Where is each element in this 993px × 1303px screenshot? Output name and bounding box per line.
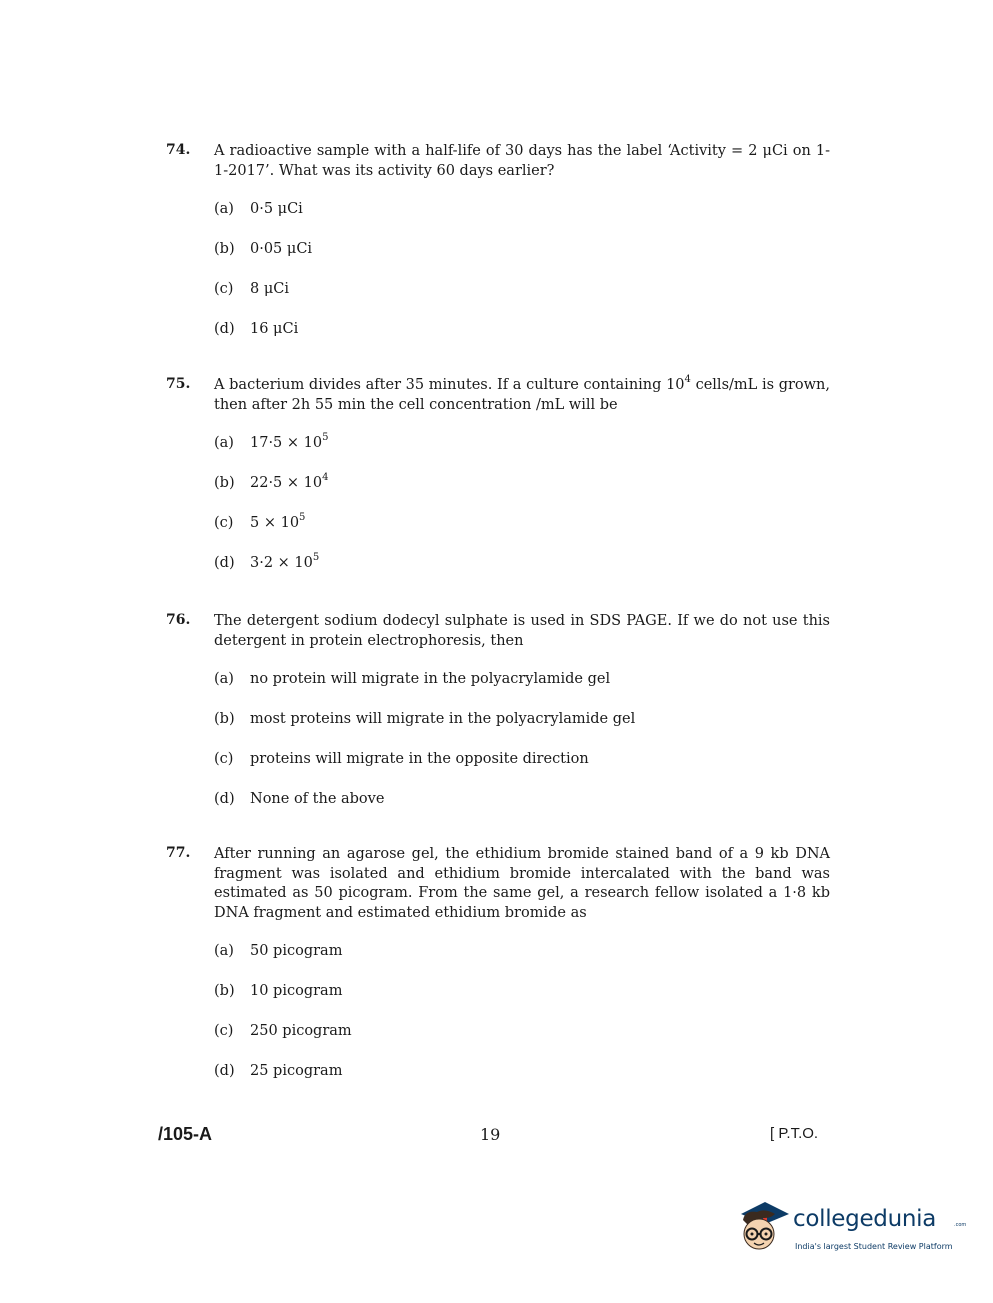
option-text: 25 picogram [250, 1063, 343, 1079]
option-text [250, 432, 329, 451]
option-label: (b) [214, 475, 235, 491]
option-base: 22·5 × 10 [250, 475, 323, 491]
option-d [214, 321, 830, 361]
option-text: None of the above [250, 791, 385, 807]
brand-name: collegedunia [793, 1206, 937, 1232]
question-number: 76. [166, 612, 191, 628]
option-c [214, 281, 830, 321]
student-mascot-icon [735, 1196, 793, 1258]
option-b [214, 241, 830, 281]
option-a [214, 671, 830, 711]
question-text-part: cells/mL is grown, then after 2h 55 min the cell concentration /mL will be [214, 377, 830, 413]
option-exponent: 5 [312, 552, 320, 563]
option-text: 16 μCi [250, 321, 299, 337]
option-b [214, 983, 830, 1023]
option-text: most proteins will migrate in the polyacrylamide gel [250, 711, 636, 727]
option-text: 10 picogram [250, 983, 343, 999]
option-label: (c) [214, 751, 234, 767]
option-text: 0·05 μCi [250, 241, 313, 257]
options-list [214, 943, 830, 1103]
option-d [214, 1063, 830, 1103]
option-label: (b) [214, 241, 235, 257]
option-exponent: 5 [322, 432, 329, 443]
option-exponent: 5 [299, 512, 306, 523]
question-text-exponent: 4 [684, 374, 691, 385]
option-label: (a) [214, 435, 234, 451]
option-text: 8 μCi [250, 281, 289, 297]
option-label: (d) [214, 1063, 235, 1079]
option-text: no protein will migrate in the polyacrylamide gel [250, 671, 611, 687]
question-text-part: A bacterium divides after 35 minutes. If a culture containing 10 [214, 377, 685, 393]
option-c [214, 751, 830, 791]
brand-domain: .com [954, 1222, 967, 1228]
option-d [214, 552, 830, 595]
option-label: (c) [214, 281, 234, 297]
option-base: 17·5 × 10 [250, 435, 323, 451]
option-a [214, 432, 830, 475]
brand-tagline: India's largest Student Review Platform [795, 1242, 953, 1251]
question-text [214, 376, 830, 415]
option-a [214, 201, 830, 241]
option-a [214, 943, 830, 983]
options-list [214, 432, 830, 595]
option-label: (b) [214, 983, 235, 999]
option-d [214, 791, 830, 831]
option-text: 250 picogram [250, 1023, 352, 1039]
collegedunia-watermark [735, 1196, 965, 1266]
option-label: (c) [214, 515, 234, 531]
question-75 [166, 376, 830, 595]
option-exponent: 4 [322, 472, 329, 483]
option-text: 0·5 μCi [250, 201, 303, 217]
option-base: 5 × 10 [250, 515, 300, 531]
option-label: (a) [214, 943, 234, 959]
option-c [214, 512, 830, 555]
option-label: (a) [214, 671, 234, 687]
question-number: 74. [166, 142, 191, 158]
options-list [214, 201, 830, 361]
option-text [250, 512, 306, 531]
option-c [214, 1023, 830, 1063]
option-base: 3·2 × 10 [250, 555, 313, 571]
question-number: 75. [166, 376, 191, 392]
option-text: 50 picogram [250, 943, 343, 959]
option-b [214, 711, 830, 751]
option-b [214, 472, 830, 515]
option-text [250, 472, 329, 491]
paper-code: /105-A [158, 1124, 213, 1144]
option-label: (d) [214, 321, 235, 337]
option-label: (c) [214, 1023, 234, 1039]
question-number: 77. [166, 845, 191, 861]
option-label: (a) [214, 201, 234, 217]
option-label: (b) [214, 711, 235, 727]
question-text: The detergent sodium dodecyl sulphate is used in SDS PAGE. If we do not use this detergent in protein electrophoresis, then [214, 613, 830, 649]
question-76 [166, 612, 830, 831]
question-text: A radioactive sample with a half-life of 30 days has the label ‘Activity = 2 μCi on 1-1-2017’. What was its activity 60 days earlier? [214, 143, 830, 179]
pto-label: [ P.T.O. [770, 1125, 819, 1142]
question-77 [166, 845, 830, 1103]
option-label: (d) [214, 791, 235, 807]
option-text [250, 552, 320, 571]
option-text: proteins will migrate in the opposite direction [250, 751, 589, 767]
question-text: After running an agarose gel, the ethidium bromide stained band of a 9 kb DNA fragment was isolated and ethidium bromide intercalated with the band was estimated as 50 picogram. From the same gel, a research fellow isolated a 1·8 kb DNA fragment and estimated ethidium bromide as [214, 846, 830, 921]
option-label: (d) [214, 555, 235, 571]
options-list [214, 671, 830, 831]
question-74 [166, 142, 830, 361]
page-number: 19 [480, 1125, 501, 1144]
